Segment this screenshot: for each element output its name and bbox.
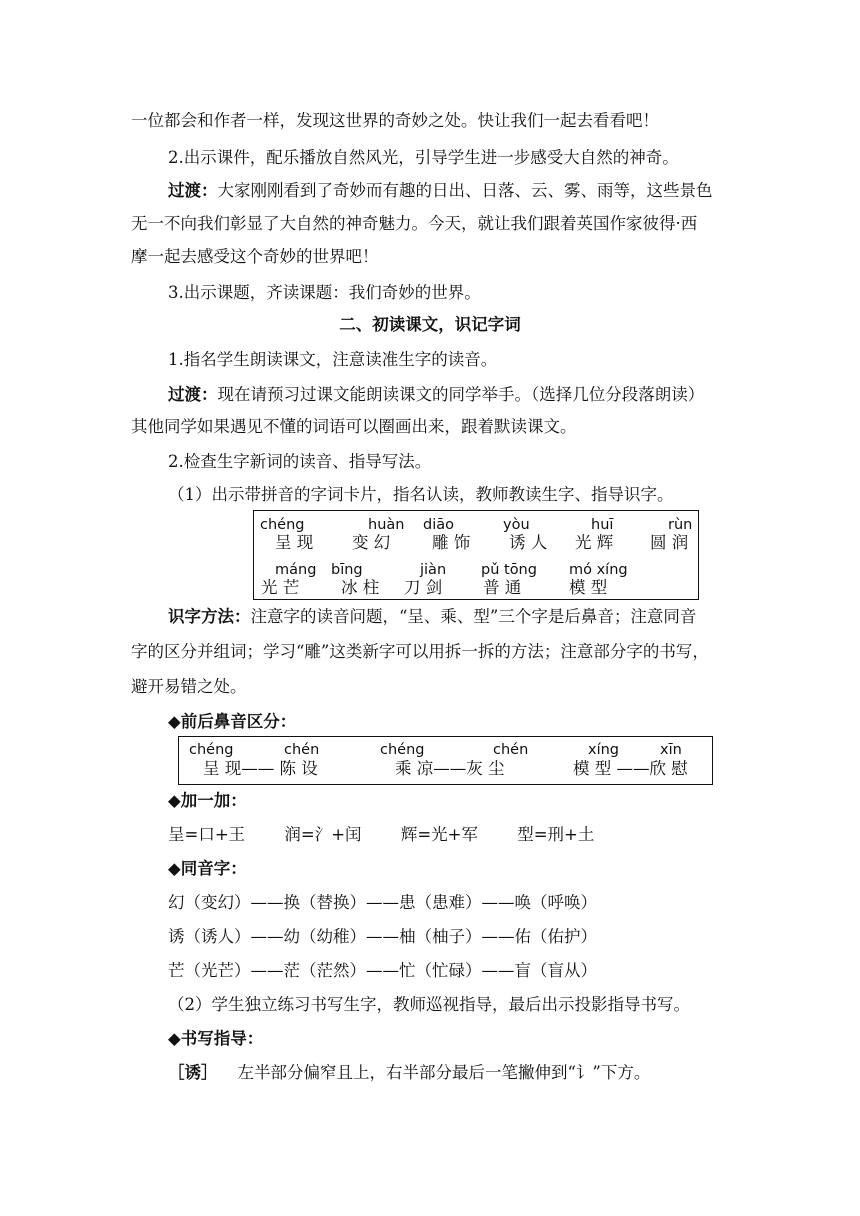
guidance-character: ［诱］ [168, 1063, 218, 1082]
transition-paragraph-2 [168, 384, 704, 406]
word-label: 诱 人 [509, 533, 548, 552]
pinyin-label: chén [284, 742, 320, 758]
word-pair-label: 呈 现—— 陈 设 [203, 759, 318, 778]
homophone-line: 芒（光芒）——茫（茫然）——忙（忙碌）——盲（盲从） [168, 961, 597, 980]
pinyin-label: xīn [660, 742, 682, 758]
transition-text: 现在请预习过课文能朗读课文的同学举手。（选择几位分段落朗读） [217, 385, 705, 404]
guidance-text: 左半部分偏窄且上，右半部分最后一笔撇伸到“讠”下方。 [237, 1063, 651, 1082]
heading-add-components: ◆加一加： [168, 791, 247, 810]
paragraph-check-words: 2.检查生字新词的读音、指导写法。 [168, 452, 432, 471]
pinyin-label: mó xíng [569, 562, 628, 578]
pinyin-label: huàn [368, 517, 405, 533]
word-label: 刀 剑 [404, 578, 443, 597]
pinyin-word-card [253, 510, 699, 600]
word-pair-label: 乘 凉——灰 尘 [395, 759, 505, 778]
transition-paragraph-1 [168, 180, 713, 202]
paragraph-intro-end: 一位都会和作者一样，发现这世界的奇妙之处。快让我们一起去看看吧！ [131, 111, 659, 130]
word-label: 普 通 [483, 578, 522, 597]
transition-label: 过渡： [168, 181, 218, 200]
method-text-line2: 字的区分并组词；学习“雕”这类新字可以用拆一拆的方法；注意部分字的书写， [131, 642, 709, 661]
method-paragraph [168, 606, 696, 628]
word-label: 冰 柱 [341, 578, 380, 597]
add-components-row [168, 824, 594, 846]
transition-label: 过渡： [168, 385, 218, 404]
homophone-line: 幻（变幻）——换（替换）——患（患难）——唤（呼唤） [168, 893, 597, 912]
word-label: 光 辉 [575, 533, 614, 552]
method-text-line3: 避开易错之处。 [131, 677, 247, 696]
method-text: 注意字的读音问题，“呈、乘、型”三个字是后鼻音；注意同音 [250, 607, 697, 626]
add-item: 呈=口+王 [168, 825, 246, 844]
word-label: 光 芒 [261, 578, 300, 597]
pinyin-label: huī [591, 517, 614, 533]
transition-text-line2: 其他同学如果遇见不懂的词语可以圈画出来，跟着默读课文。 [131, 417, 577, 436]
writing-guidance-item [168, 1062, 650, 1084]
transition-text-line2: 无一不向我们彰显了大自然的神奇魅力。今天，就让我们跟着英国作家彼得·西 [131, 214, 698, 233]
word-label: 雕 饰 [432, 533, 471, 552]
heading-nasal-distinction: ◆前后鼻音区分： [168, 712, 297, 731]
homophone-line: 诱（诱人）——幼（幼稚）——柚（柚子）——佑（佑护） [168, 927, 597, 946]
section-heading: 二、初读课文，识记字词 [339, 315, 521, 334]
heading-writing-guidance: ◆书写指导： [168, 1029, 264, 1048]
transition-text-line3: 摩一起去感受这个奇妙的世界吧！ [131, 247, 379, 266]
nasal-sound-card [178, 736, 713, 785]
pinyin-label: chéng [260, 517, 305, 533]
word-label: 变 幻 [352, 533, 391, 552]
pinyin-label: rùn [668, 517, 693, 533]
transition-text: 大家刚刚看到了奇妙而有趣的日出、日落、云、雾、雨等，这些景色 [217, 181, 713, 200]
paragraph-show-cards: （1）出示带拼音的字词卡片，指名认读，教师教读生字、指导识字。 [168, 485, 674, 504]
pinyin-label: bīng [331, 562, 363, 578]
heading-homophones: ◆同音字： [168, 859, 247, 878]
add-item: 型=刑+土 [517, 825, 595, 844]
pinyin-label: yòu [503, 517, 530, 533]
pinyin-label: xíng [588, 742, 620, 758]
add-item: 辉=光+军 [400, 825, 478, 844]
pinyin-label: máng [275, 562, 317, 578]
pinyin-label: jiàn [420, 562, 447, 578]
pinyin-label: chéng [380, 742, 425, 758]
paragraph-step-2: 2.出示课件，配乐播放自然风光，引导学生进一步感受大自然的神奇。 [168, 148, 679, 167]
pinyin-label: pǔ tōng [481, 562, 537, 578]
paragraph-step-3: 3.出示课题，齐读课题：我们奇妙的世界。 [168, 283, 481, 302]
add-item: 润=氵+闰 [284, 825, 362, 844]
pinyin-label: diāo [423, 517, 454, 533]
word-label: 模 型 [569, 578, 608, 597]
method-label: 识字方法： [168, 607, 251, 626]
paragraph-read-aloud: 1.指名学生朗读课文，注意读准生字的读音。 [168, 350, 498, 369]
pinyin-label: chéng [189, 742, 234, 758]
word-label: 呈 现 [275, 533, 314, 552]
word-pair-label: 模 型 ——欣 慰 [573, 759, 688, 778]
pinyin-label: chén [493, 742, 529, 758]
paragraph-writing-practice: （2）学生独立练习书写生字，教师巡视指导，最后出示投影指导书写。 [168, 995, 690, 1014]
word-label: 圆 润 [650, 533, 689, 552]
